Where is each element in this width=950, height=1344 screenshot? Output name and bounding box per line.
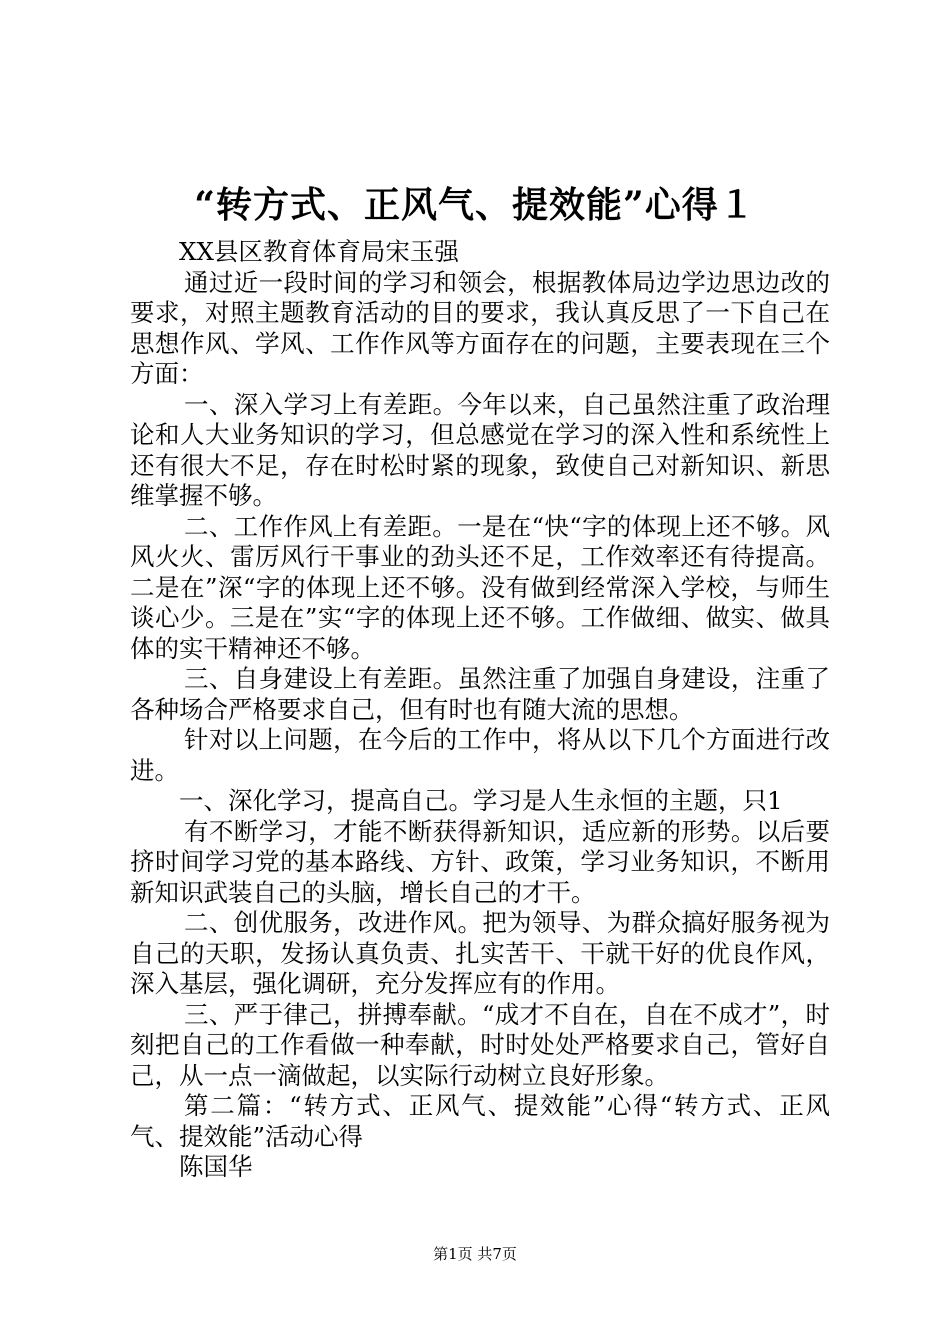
paragraph: 一、深化学习，提高自己。学习是人生永恒的主题，只1 [179,786,783,815]
author-line: XX县区教育体育局宋玉强 [179,237,459,266]
paragraph: 三、严于律己，拼搏奉献。“成才不自在，自在不成才”，时刻把自己的工作看做一种奉献，时时处处严格要求自己，管好自己，从一点一滴做起，以实际行动树立良好形象。 [130,999,830,1090]
paragraph: 二、工作作风上有差距。一是在“快“字的体现上还不够。风风火火、雷厉风行干事业的劲头还不足，工作效率还有待提高。二是在”深“字的体现上还不够。没有做到经常深入学校，与师生谈心少。三是在”实“字的体现上还不够。工作做细、做实、做具体的实干精神还不够。 [130,511,830,663]
page-footer: 第1页 共7页 [433,1245,517,1263]
paragraph: 三、自身建设上有差距。虽然注重了加强自身建设，注重了各种场合严格要求自己，但有时也有随大流的思想。 [130,664,830,724]
document-body [130,237,830,1183]
paragraph: 针对以上问题，在今后的工作中，将从以下几个方面进行改进。 [130,725,830,785]
paragraph: 一、深入学习上有差距。今年以来，自己虽然注重了政治理论和人大业务知识的学习，但总感觉在学习的深入性和系统性上还有很大不足，存在时松时紧的现象，致使自己对新知识、新思维掌握不够。 [130,389,830,510]
section-heading: 第二篇：“转方式、正风气、提效能”心得“转方式、正风气、提效能”活动心得 [130,1091,830,1151]
document-title: “转方式、正风气、提效能”心得１ [194,184,756,226]
author-line: 陈国华 [179,1152,253,1181]
paragraph: 通过近一段时间的学习和领会，根据教体局边学边思边改的要求，对照主题教育活动的目的要求，我认真反思了一下自己在思想作风、学风、工作作风等方面存在的问题，主要表现在三个方面： [130,267,830,388]
paragraph: 有不断学习，才能不断获得新知识，适应新的形势。以后要挤时间学习党的基本路线、方针、政策，学习业务知识，不断用新知识武装自己的头脑，增长自己的才干。 [130,816,830,907]
paragraph: 二、创优服务，改进作风。把为领导、为群众搞好服务视为自己的天职，发扬认真负责、扎实苦干、干就干好的优良作风，深入基层，强化调研，充分发挥应有的作用。 [130,908,830,998]
